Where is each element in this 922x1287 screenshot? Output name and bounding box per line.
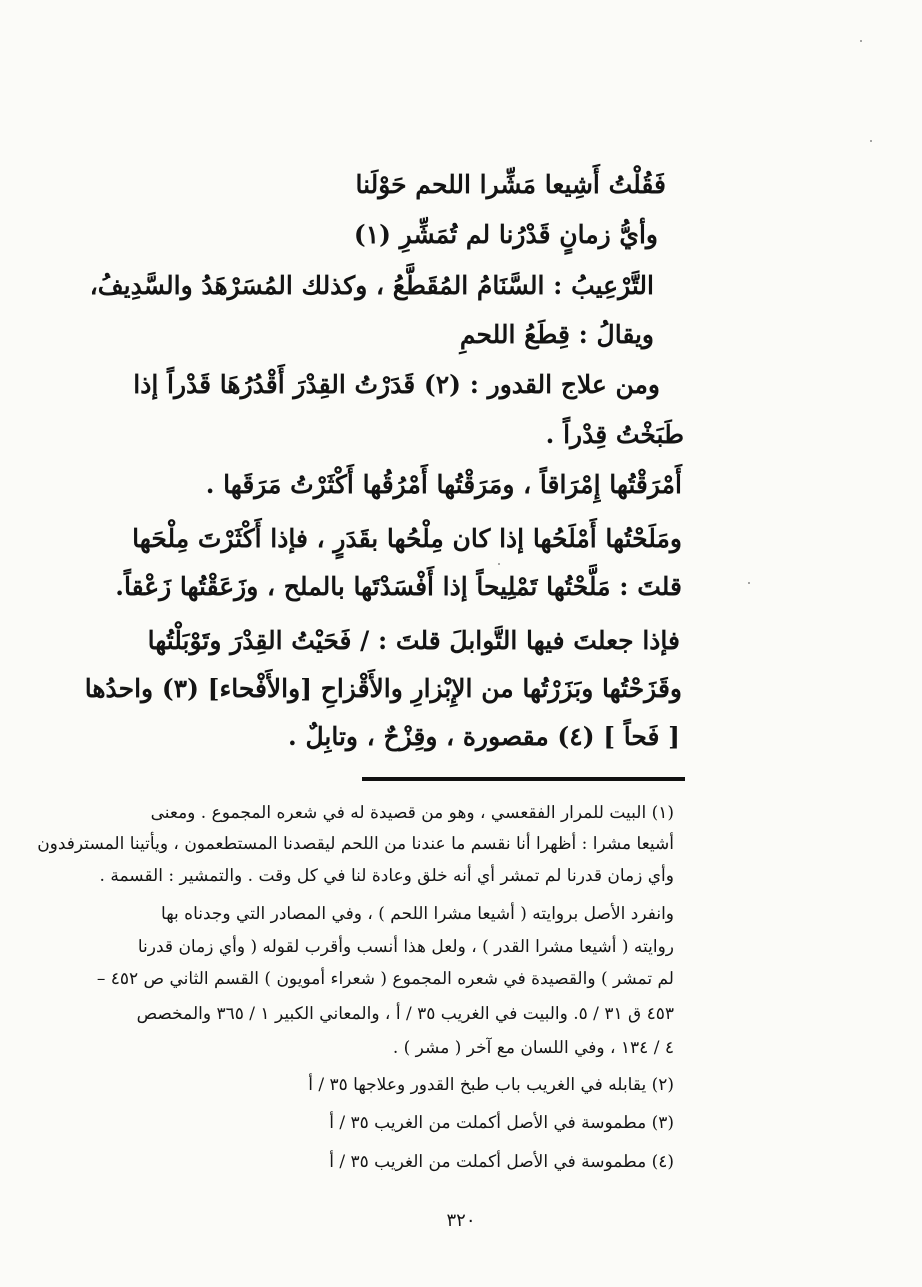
para5-line-3: [ فَحاً ] (٤) مقصورة ، وقِزْحٌ ، وتابِلٌ . [288, 722, 680, 751]
footnote-3: (٣) مطموسة في الأصل أكملت من الغريب ٣٥ / أ [329, 1113, 674, 1133]
footnote-1-line-7: ٤٥٣ ق ٣١ / ٥. والبيت في الغريب ٣٥ / أ ، والمعاني الكبير ١ / ٣٦٥ والمخصص [136, 1004, 674, 1024]
para2-line-2: طَبَخْتُ قِدْراً . [545, 420, 684, 449]
para5-line-2: وقَزَحْتُها وبَزَرْتُها من الإِبْزارِ والأَقْزاحِ [والأَفْحاء] (٣) واحدُها [84, 674, 682, 703]
verse-line-1: فَقُلْتُ أَشِيعا مَشِّرا اللحم حَوْلَنا [355, 170, 666, 199]
footnote-1-line-2: أشيعا مشرا : أظهرا أنا نقسم ما عندنا من اللحم ليقصدنا المستطعمون ، ويأتينا المسترفدون [37, 834, 674, 854]
footnote-separator [362, 777, 685, 781]
para4-line-1: ومَلَحْتُها أَمْلَحُها إذا كان مِلْحُها بقَدَرٍ ، فإذا أَكْثَرْتَ مِلْحَها [132, 524, 682, 553]
scan-speck [748, 582, 750, 584]
footnote-2: (٢) يقابله في الغريب باب طبخ القدور وعلاجها ٣٥ / أ [308, 1075, 674, 1095]
footnote-1-line-5: روايته ( أشيعا مشرا القدر ) ، ولعل هذا أنسب وأقرب لقوله ( وأي زمان قدرنا [137, 937, 674, 957]
footnote-1-line-6: لم تمشر ) والقصيدة في شعره المجموع ( شعراء أمويون ) القسم الثاني ص ٤٥٢ – [96, 969, 674, 989]
footnote-1-line-3: وأي زمان قدرنا لم تمشر أي أنه خلق وعادة لنا في كل وقت . والتمشير : القسمة . [99, 866, 674, 886]
scan-speck [860, 40, 862, 42]
para4-line-2: قلتَ : مَلَّحْتُها تَمْلِيحاً إذا أَفْسَدْتَها بالملح ، وزَعَقْتُها زَعْقاً. [115, 572, 682, 601]
para1-line-2: ويقالُ : قِطَعُ اللحمِ [459, 320, 654, 349]
footnote-1-line-8: ٤ / ١٣٤ ، وفي اللسان مع آخر ( مشر ) . [392, 1038, 674, 1058]
para2-line-1: ومن علاج القدور : (٢) قَدَرْتُ القِدْرَ أَقْدُرُهَا قَدْراً إذا [133, 370, 660, 399]
scan-speck [870, 140, 872, 142]
page-number: ٣٢٠ [446, 1210, 476, 1231]
footnote-4: (٤) مطموسة في الأصل أكملت من الغريب ٣٥ / أ [329, 1152, 674, 1172]
scan-speck [498, 563, 500, 565]
footnote-1-line-1: (١) البيت للمرار الفقعسي ، وهو من قصيدة له في شعره المجموع . ومعنى [150, 803, 674, 823]
verse-line-2: وأيُّ زمانٍ قَدْرُنا لم تُمَشِّرِ (١) [353, 220, 658, 249]
para3-line-1: أَمْرَقْتُها إِمْرَاقاً ، ومَرَقْتُها أَمْرُقُها أَكْثَرْتُ مَرَقَها . [205, 470, 682, 499]
footnote-1-line-4: وانفرد الأصل بروايته ( أشيعا مشرا اللحم ) ، وفي المصادر التي وجدناه بها [161, 904, 674, 924]
para1-line-1: التَّرْعِيبُ : السَّنَامُ المُقَطَّعُ ، وكذلك المُسَرْهَدُ والسَّدِيفُ، [89, 271, 654, 300]
para5-line-1: فإذا جعلتَ فيها التَّوابلَ قلتَ : / فَحَيْتُ القِدْرَ وتَوْبَلْتُها [147, 626, 680, 655]
